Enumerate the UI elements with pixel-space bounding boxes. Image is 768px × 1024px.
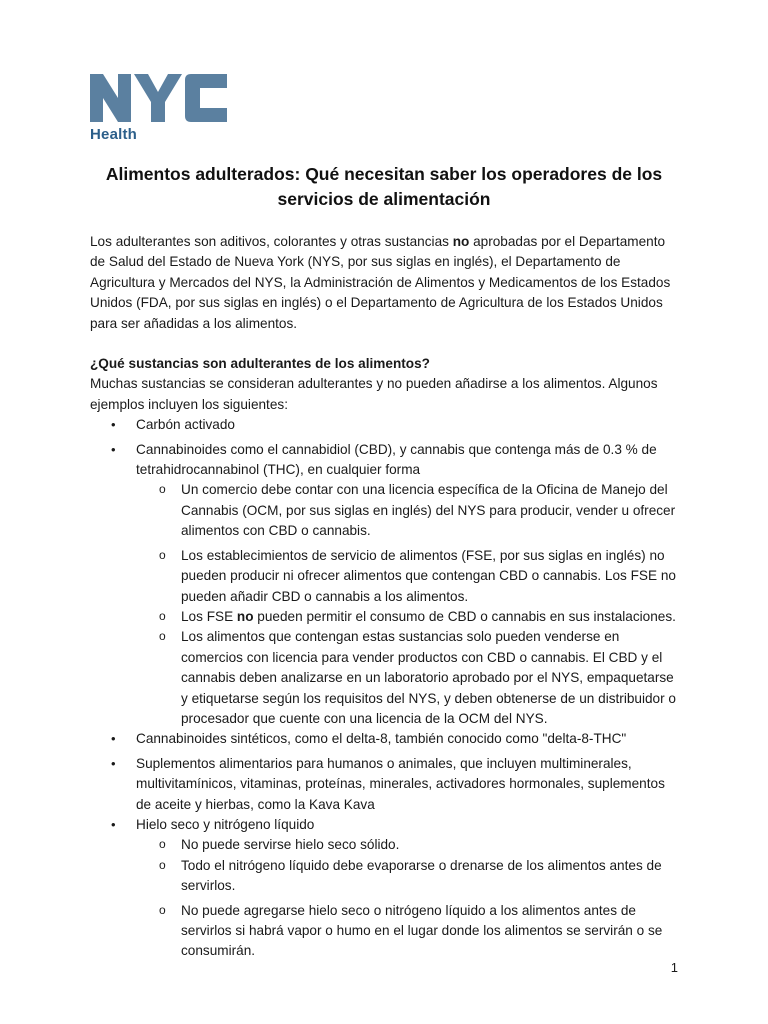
list-item-synthetic: • Cannabinoides sintéticos, como el delta-8, también conocido como "delta-8-THC"	[136, 729, 680, 749]
section-lead: Muchas sustancias se consideran adulterantes y no pueden añadirse a los alimentos. Algunos ejemplos incluyen los siguientes:	[90, 376, 658, 412]
document-body	[90, 232, 680, 962]
intro-paragraph: Los adulterantes son aditivos, colorantes y otras sustancias no aprobadas por el Departamento de Salud del Estado de Nueva York (NYS, por sus siglas en inglés), el Departamento de Agricultura y Mercados del NYS, la Administración de Alimentos y Medicamentos de los Estados Unidos (FDA, por sus siglas en inglés) o el Departamento de Agricultura de los Estados Unidos para ser añadidas a los alimentos.	[90, 234, 671, 331]
list-item-cannabinoids: • Cannabinoides como el cannabidiol (CBD), y cannabis que contenga más de 0.3 % de tetrahidrocannabinol (THC), en cualquier forma o Un comercio debe contar con una licencia específica de la Oficina de Manejo del Cannabis (OCM, por sus siglas en inglés) del NYS para producir, vender u ofrecer alimentos con CBD o cannabis. o Los establecimientos de servicio de alimentos (FSE, por sus siglas en inglés) no pueden producir ni ofrecer alimentos que contengan CBD o cannabis. Los FSE no pueden añadir CBD o cannabis a los alimentos. o Los FSE no pueden permitir el consumo de CBD o cannabis en sus instalaciones. o Los alimentos que contengan estas sustancias solo pueden venderse en comercios con licencia para vender productos con CBD o cannabis. El CBD y el cannabis deben analizarse en un laboratorio aprobado por el NYS, empaquetarse y etiquetarse según los requisitos del NYS, y deben obtenerse de un distribuidor o procesador que cuente con una licencia de la OCM del NYS.	[136, 440, 680, 730]
sublist-item-licensed-stores: o Los alimentos que contengan estas sustancias solo pueden venderse en comercios con licencia para vender productos con CBD o cannabis. El CBD y el cannabis deben analizarse en un laboratorio aprobado por el NYS, empaquetarse y etiquetarse según los requisitos del NYS, y deben obtenerse de un distribuidor o procesador que cuente con una licencia de la OCM del NYS.	[181, 627, 680, 729]
document-title: Alimentos adulterados: Qué necesitan saber los operadores de los servicios de alimentación	[105, 164, 663, 209]
sublist-item-consumption: o Los FSE no pueden permitir el consumo de CBD o cannabis en sus instalaciones.	[181, 607, 680, 627]
sublist-item-fse: o Los establecimientos de servicio de alimentos (FSE, por sus siglas en inglés) no pueden producir ni ofrecer alimentos que contengan CBD o cannabis. Los FSE no pueden añadir CBD o cannabis a los alimentos.	[181, 546, 680, 607]
page-number: 1	[670, 960, 678, 975]
dry-ice-sublist	[136, 835, 680, 961]
sublist-item-solid-ice: o No puede servirse hielo seco sólido.	[181, 835, 680, 855]
list-item-supplements: • Suplementos alimentarios para humanos o animales, que incluyen multiminerales, multivitamínicos, vitaminas, proteínas, minerales, activadores hormonales, suplementos de aceite y hierbas, como la Kava Kava	[136, 754, 680, 815]
nyc-logo-mark	[90, 72, 228, 124]
sublist-item-license: o Un comercio debe contar con una licencia específica de la Oficina de Manejo del Cannabis (OCM, por sus siglas en inglés) del NYS para producir, vender u ofrecer alimentos con CBD o cannabis.	[181, 480, 680, 541]
nyc-health-logo	[90, 72, 230, 143]
list-item-dry-ice: • Hielo seco y nitrógeno líquido o No puede servirse hielo seco sólido. o Todo el nitrógeno líquido debe evaporarse o drenarse de los alimentos antes de servirlos. o No puede agregarse hielo seco o nitrógeno líquido a los alimentos antes de servirlos si habrá vapor o humo en el lugar donde los alimentos se servirán o se consumirán.	[136, 815, 680, 962]
logo-health-label: Health	[90, 126, 138, 143]
section-heading: ¿Qué sustancias son adulterantes de los alimentos?	[90, 356, 430, 372]
sublist-item-evaporate: o Todo el nitrógeno líquido debe evaporarse o drenarse de los alimentos antes de servirlos.	[181, 856, 680, 897]
cannabinoids-sublist	[136, 480, 680, 729]
adulterant-list	[90, 415, 680, 962]
list-item-charcoal: • Carbón activado	[136, 415, 680, 435]
sublist-item-vapor: o No puede agregarse hielo seco o nitrógeno líquido a los alimentos antes de servirlos si habrá vapor o humo en el lugar donde los alimentos se servirán o se consumirán.	[181, 901, 680, 962]
